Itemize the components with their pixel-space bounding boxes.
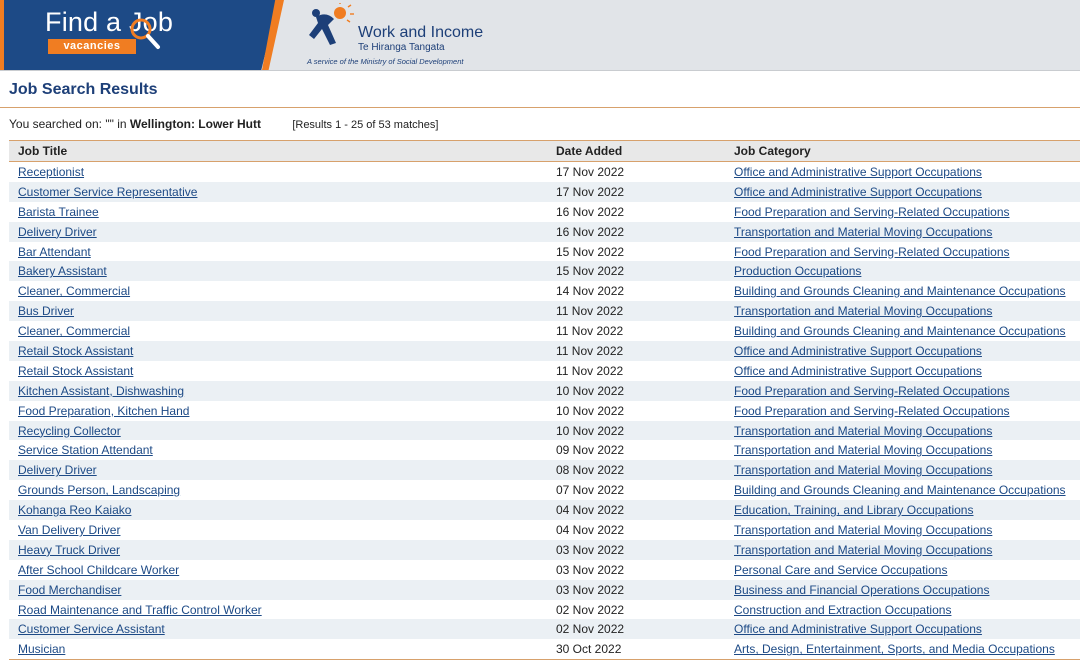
job-category-cell [725,162,1080,182]
job-title-link[interactable]: Barista Trainee [18,204,99,219]
job-title-cell [9,182,547,202]
date-added-cell: 11 Nov 2022 [556,324,624,339]
job-title-link[interactable]: Grounds Person, Landscaping [18,483,181,498]
search-location: Wellington: Lower Hutt [129,117,261,131]
header-job-title: Job Title [9,141,547,162]
job-title-link[interactable]: Service Station Attendant [18,443,153,458]
date-added-cell: 16 Nov 2022 [547,222,725,242]
table-row [9,540,1080,560]
table-row [9,639,1080,659]
job-category-cell [725,580,1080,600]
job-category-cell [725,261,1080,281]
job-title-link[interactable]: Delivery Driver [18,224,97,239]
job-title-cell [9,440,547,460]
date-added-cell: 03 Nov 2022 [547,580,725,600]
job-category-cell [725,480,1080,500]
job-title-link[interactable]: Kohanga Reo Kaiako [18,503,132,518]
job-category-cell [725,401,1080,421]
job-category-cell [725,321,1080,341]
job-category-link[interactable]: Building and Grounds Cleaning and Maintenance Occupations [734,324,1066,339]
table-row [9,401,1080,421]
job-title-cell [9,540,547,560]
job-title-link[interactable]: Food Merchandiser [18,582,122,597]
search-prefix: You searched on: [9,117,102,131]
job-title-link[interactable]: Retail Stock Assistant [18,343,134,358]
job-category-link[interactable]: Food Preparation and Serving-Related Occupations [734,244,1010,259]
search-summary [0,108,1080,137]
table-row [9,182,1080,202]
job-category-cell [725,361,1080,381]
job-category-cell [725,520,1080,540]
date-added-cell: 10 Nov 2022 [547,381,725,401]
find-a-job-logo-subtitle: vacancies [48,39,136,54]
agency-name: Work and Income [358,24,484,41]
table-row [9,580,1080,600]
job-title-link[interactable]: Road Maintenance and Traffic Control Worker [18,602,262,617]
job-category-cell [725,242,1080,262]
agency-tagline: A service of the Ministry of Social Development [307,57,464,66]
job-title-link[interactable]: Delivery Driver [18,463,97,478]
date-added-cell: 11 Nov 2022 [547,301,725,321]
table-row [9,361,1080,381]
job-title-cell [9,580,547,600]
job-category-cell [725,301,1080,321]
date-added-cell: 04 Nov 2022 [556,522,625,537]
job-category-link[interactable]: Office and Administrative Support Occupations [734,622,982,637]
table-row [9,421,1080,441]
job-category-link[interactable]: Food Preparation and Serving-Related Occupations [734,403,1010,418]
job-title-cell [9,381,547,401]
table-row [9,440,1080,460]
results-body [9,162,1080,660]
work-and-income-logo-icon [302,3,360,57]
date-added-cell: 03 Nov 2022 [556,562,625,577]
job-title-link[interactable]: Customer Service Representative [18,184,198,199]
table-row [9,222,1080,242]
job-title-link[interactable]: Van Delivery Driver [18,522,121,537]
job-category-cell [725,421,1080,441]
job-category-cell [725,500,1080,520]
search-in-word: in [117,117,127,131]
job-category-link[interactable]: Education, Training, and Library Occupations [734,503,974,518]
table-header-row [9,141,1080,162]
date-added-cell: 15 Nov 2022 [547,261,725,281]
table-row [9,460,1080,480]
table-row [9,381,1080,401]
job-category-link[interactable]: Building and Grounds Cleaning and Maintenance Occupations [734,284,1066,299]
job-category-cell [725,560,1080,580]
date-added-cell: 17 Nov 2022 [556,164,625,179]
job-title-cell [9,341,547,361]
agency-maori-name: Te Hiranga Tangata [358,42,445,53]
job-title-cell [9,421,547,441]
table-row [9,619,1080,639]
job-title-cell [9,639,547,659]
job-title-cell [9,619,547,639]
job-title-cell [9,480,547,500]
header-date-added: Date Added [547,141,725,162]
job-category-cell [725,600,1080,620]
job-category-link[interactable]: Office and Administrative Support Occupations [734,184,982,199]
job-category-cell [725,281,1080,301]
job-title-cell [9,520,547,540]
job-category-link[interactable]: Transportation and Material Moving Occupations [734,304,993,319]
job-category-cell [725,460,1080,480]
date-added-cell: 17 Nov 2022 [547,182,725,202]
job-title-cell [9,281,547,301]
job-title-link[interactable]: Food Preparation, Kitchen Hand [18,403,190,418]
table-bottom-divider [9,659,1080,660]
job-category-cell [725,639,1080,659]
job-category-cell [725,182,1080,202]
job-title-link[interactable]: Bakery Assistant [18,264,107,279]
job-title-cell [9,560,547,580]
table-row [9,560,1080,580]
job-category-cell [725,202,1080,222]
job-category-link[interactable]: Office and Administrative Support Occupations [734,343,982,358]
site-header [0,0,1080,71]
job-title-link[interactable]: Kitchen Assistant, Dishwashing [18,383,185,398]
date-added-cell: 04 Nov 2022 [547,500,725,520]
job-title-cell [9,202,547,222]
date-added-cell: 30 Oct 2022 [556,642,622,657]
table-row [9,242,1080,262]
job-category-link[interactable]: Transportation and Material Moving Occupations [734,522,993,537]
job-title-link[interactable]: Retail Stock Assistant [18,363,134,378]
job-category-link[interactable]: Office and Administrative Support Occupations [734,164,982,179]
date-added-cell: 02 Nov 2022 [556,602,625,617]
job-category-link[interactable]: Construction and Extraction Occupations [734,602,952,617]
date-added-cell: 14 Nov 2022 [556,284,625,299]
table-row [9,500,1080,520]
date-added-cell: 08 Nov 2022 [547,460,725,480]
job-title-link[interactable]: Bus Driver [18,304,75,319]
job-title-cell [9,460,547,480]
date-added-cell: 09 Nov 2022 [556,443,625,458]
job-title-cell [9,401,547,421]
date-added-cell: 11 Nov 2022 [547,341,725,361]
job-title-link[interactable]: Receptionist [18,164,85,179]
search-query: "" [105,117,114,131]
job-category-link[interactable]: Transportation and Material Moving Occupations [734,423,993,438]
job-title-link[interactable]: Musician [18,642,66,657]
date-added-cell: 11 Nov 2022 [556,363,624,378]
job-title-cell [9,222,547,242]
date-added-cell: 10 Nov 2022 [556,403,625,418]
date-added-cell: 02 Nov 2022 [547,619,725,639]
job-category-link[interactable]: Personal Care and Service Occupations [734,562,948,577]
job-title-cell [9,361,547,381]
job-title-link[interactable]: Cleaner, Commercial [18,324,131,339]
job-category-cell [725,440,1080,460]
date-added-cell: 03 Nov 2022 [547,540,725,560]
job-category-link[interactable]: Transportation and Material Moving Occupations [734,443,993,458]
table-row [9,261,1080,281]
job-title-link[interactable]: Heavy Truck Driver [18,542,121,557]
results-table [9,140,1080,659]
job-category-cell [725,222,1080,242]
job-title-link[interactable]: Recycling Collector [18,423,121,438]
table-row [9,202,1080,222]
job-title-cell [9,321,547,341]
date-added-cell: 15 Nov 2022 [556,244,625,259]
job-category-link[interactable]: Food Preparation and Serving-Related Occupations [734,204,1010,219]
table-row [9,341,1080,361]
job-title-link[interactable]: After School Childcare Worker [18,562,180,577]
job-title-cell [9,162,547,182]
table-row [9,321,1080,341]
table-row [9,301,1080,321]
job-title-link[interactable]: Bar Attendant [18,244,91,259]
job-title-cell [9,301,547,321]
job-category-link[interactable]: Production Occupations [734,264,862,279]
table-row [9,480,1080,500]
find-a-job-logo-title[interactable]: Find a Job [45,7,174,37]
job-title-link[interactable]: Cleaner, Commercial [18,284,131,299]
date-added-cell: 16 Nov 2022 [556,204,625,219]
job-category-link[interactable]: Arts, Design, Entertainment, Sports, and Media Occupations [734,642,1055,657]
job-category-link[interactable]: Food Preparation and Serving-Related Occupations [734,383,1010,398]
job-title-cell [9,500,547,520]
job-category-cell [725,341,1080,361]
job-category-link[interactable]: Transportation and Material Moving Occupations [734,224,993,239]
job-title-link[interactable]: Customer Service Assistant [18,622,165,637]
job-title-cell [9,600,547,620]
date-added-cell: 07 Nov 2022 [556,483,625,498]
table-row [9,600,1080,620]
page-title: Job Search Results [9,81,158,98]
date-added-cell: 10 Nov 2022 [547,421,725,441]
job-category-link[interactable]: Building and Grounds Cleaning and Maintenance Occupations [734,483,1066,498]
magnifier-icon [128,16,162,50]
job-title-cell [9,261,547,281]
job-category-link[interactable]: Business and Financial Operations Occupations [734,582,990,597]
table-row [9,520,1080,540]
job-category-cell [725,619,1080,639]
header-job-category: Job Category [725,141,1080,162]
job-title-cell [9,242,547,262]
table-row [9,281,1080,301]
job-category-link[interactable]: Transportation and Material Moving Occupations [734,542,993,557]
job-category-cell [725,540,1080,560]
table-row [9,162,1080,182]
job-category-link[interactable]: Office and Administrative Support Occupations [734,363,982,378]
results-count: [Results 1 - 25 of 53 matches] [292,119,439,131]
job-category-link[interactable]: Transportation and Material Moving Occupations [734,463,993,478]
job-category-cell [725,381,1080,401]
